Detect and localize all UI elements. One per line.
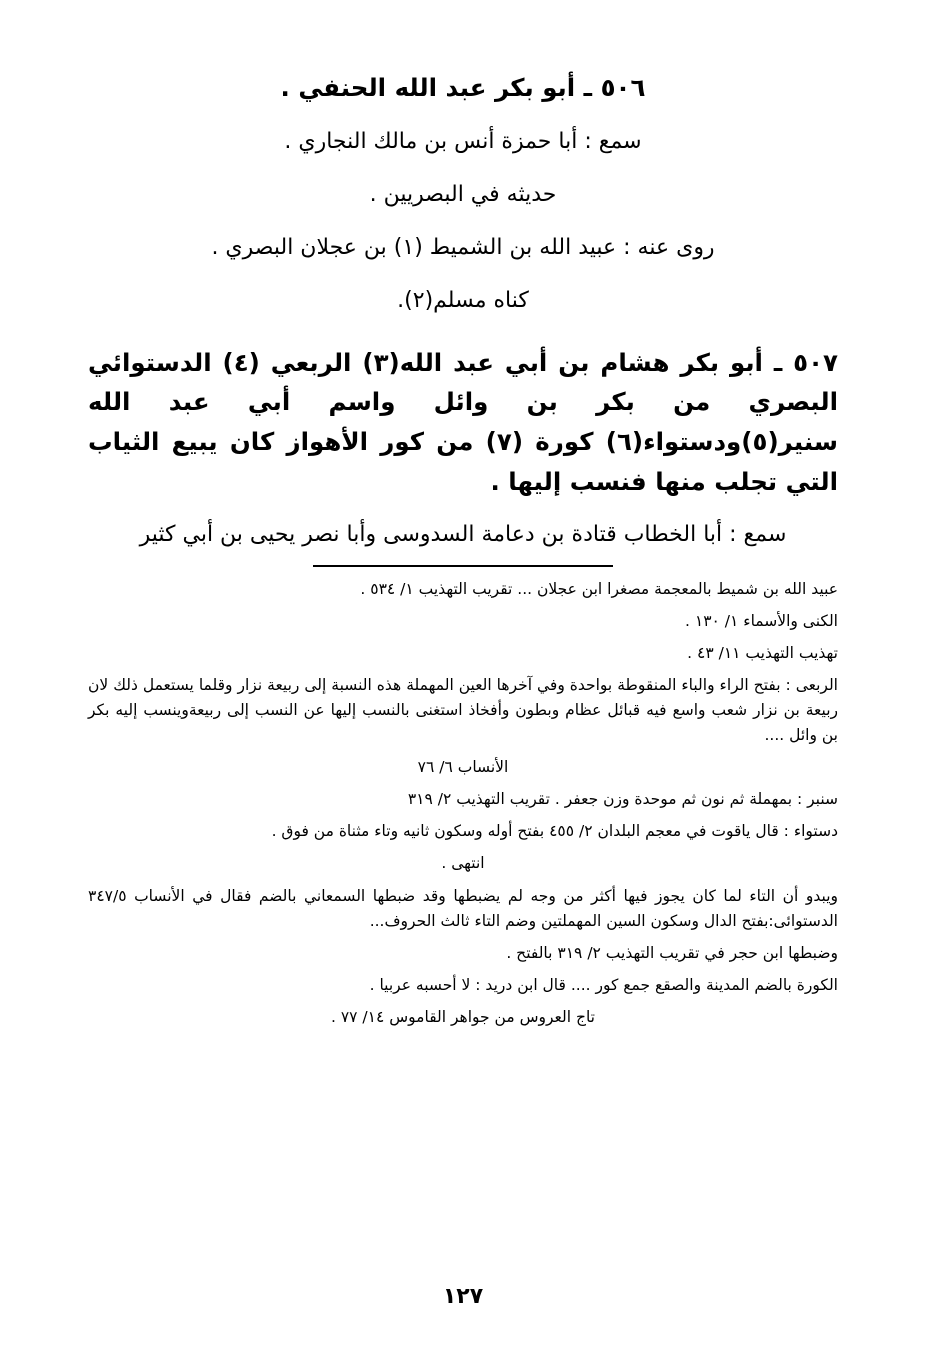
entry-heading-507: ٥٠٧ ـ أبو بكر هشام بن أبي عبد الله(٣) الربعي (٤) الدستوائي البصري من بكر بن وائل واسم أبي عبد الله سنير(٥)ودستواء(٦) كورة (٧) من كور الأهواز كان يبيع الثياب التي تجلب منها فنسب إليها . [88, 347, 838, 496]
entry-507-line-1: سمع : أبا الخطاب قتادة بن دعامة السدوسى وأبا نصر يحيى بن أبي كثير [139, 521, 787, 547]
entry-506-line-1: سمع : أبا حمزة أنس بن مالك النجاري . [284, 128, 642, 154]
entry-506-line-4: كناه مسلم(٢). [397, 287, 529, 313]
footnote-4: الربعى : بفتح الراء والباء المنقوطة بواحدة وفي آخرها العين المهملة هذه النسبة إلى ربيعة نزار وقلما يستعمل ذلك لان ربيعة بن نزار شعب واسع فيه قبائل عظام وبطون وأفخاذ استغنى بالنسب إليها عن النسب إلى ربيعةوينسب إليه بكر بن وائل .... [88, 675, 838, 745]
footnote-3: تهذيب التهذيب ١١/ ٤٣ . [687, 643, 838, 662]
footnote-6-end: انتهى . [441, 854, 485, 873]
footnote-6-ibn-hajar: وضبطها ابن حجر في تقريب التهذيب ٢/ ٣١٩ بالفتح . [506, 943, 838, 962]
footnotes [88, 577, 838, 1031]
footnote-1: عبيد الله بن شميط بالمعجمة مصغرا ابن عجلان ... تقريب التهذيب ١/ ٥٣٤ . [360, 579, 838, 598]
footnote-7: الكورة بالضم المدينة والصقع جمع كور .... قال ابن دريد : لا أحسبه عربيا . [369, 975, 838, 994]
footnote-5: سنبر : بمهملة ثم نون ثم موحدة وزن جعفر . تقريب التهذيب ٢/ ٣١٩ [407, 790, 838, 809]
entry-heading-506: ٥٠٦ ـ أبو بكر عبد الله الحنفي . [280, 73, 646, 102]
footnote-2: الكنى والأسماء ١/ ١٣٠ . [685, 611, 838, 630]
footnote-6: دستواء : قال ياقوت في معجم البلدان ٢/ ٤٥٥ بفتح أوله وسكون ثانيه وتاء مثناة من فوق . [271, 822, 838, 841]
entry-506-line-2: حديثه في البصريين . [369, 181, 557, 207]
entry-506-line-3: روى عنه : عبيد الله بن الشميط (١) بن عجلان البصري . [211, 234, 715, 260]
footnote-separator [313, 565, 613, 567]
footnote-6-continued: ويبدو أن التاء لما كان يجوز فيها أكثر من وجه لم يضبطها وقد ضبطها السمعاني بالضم فقال في الأنساب ٣٤٧/٥ الدستوائى:بفتح الدال وسكون السين المهملتين وضم التاء ثالث الحروف... [88, 886, 838, 930]
page-number: ١٢٧ [442, 1284, 484, 1309]
footnote-7-source: تاج العروس من جواهر القاموس ١٤/ ٧٧ . [330, 1008, 596, 1027]
footnote-4-source: الأنساب ٦/ ٧٦ [417, 758, 509, 777]
